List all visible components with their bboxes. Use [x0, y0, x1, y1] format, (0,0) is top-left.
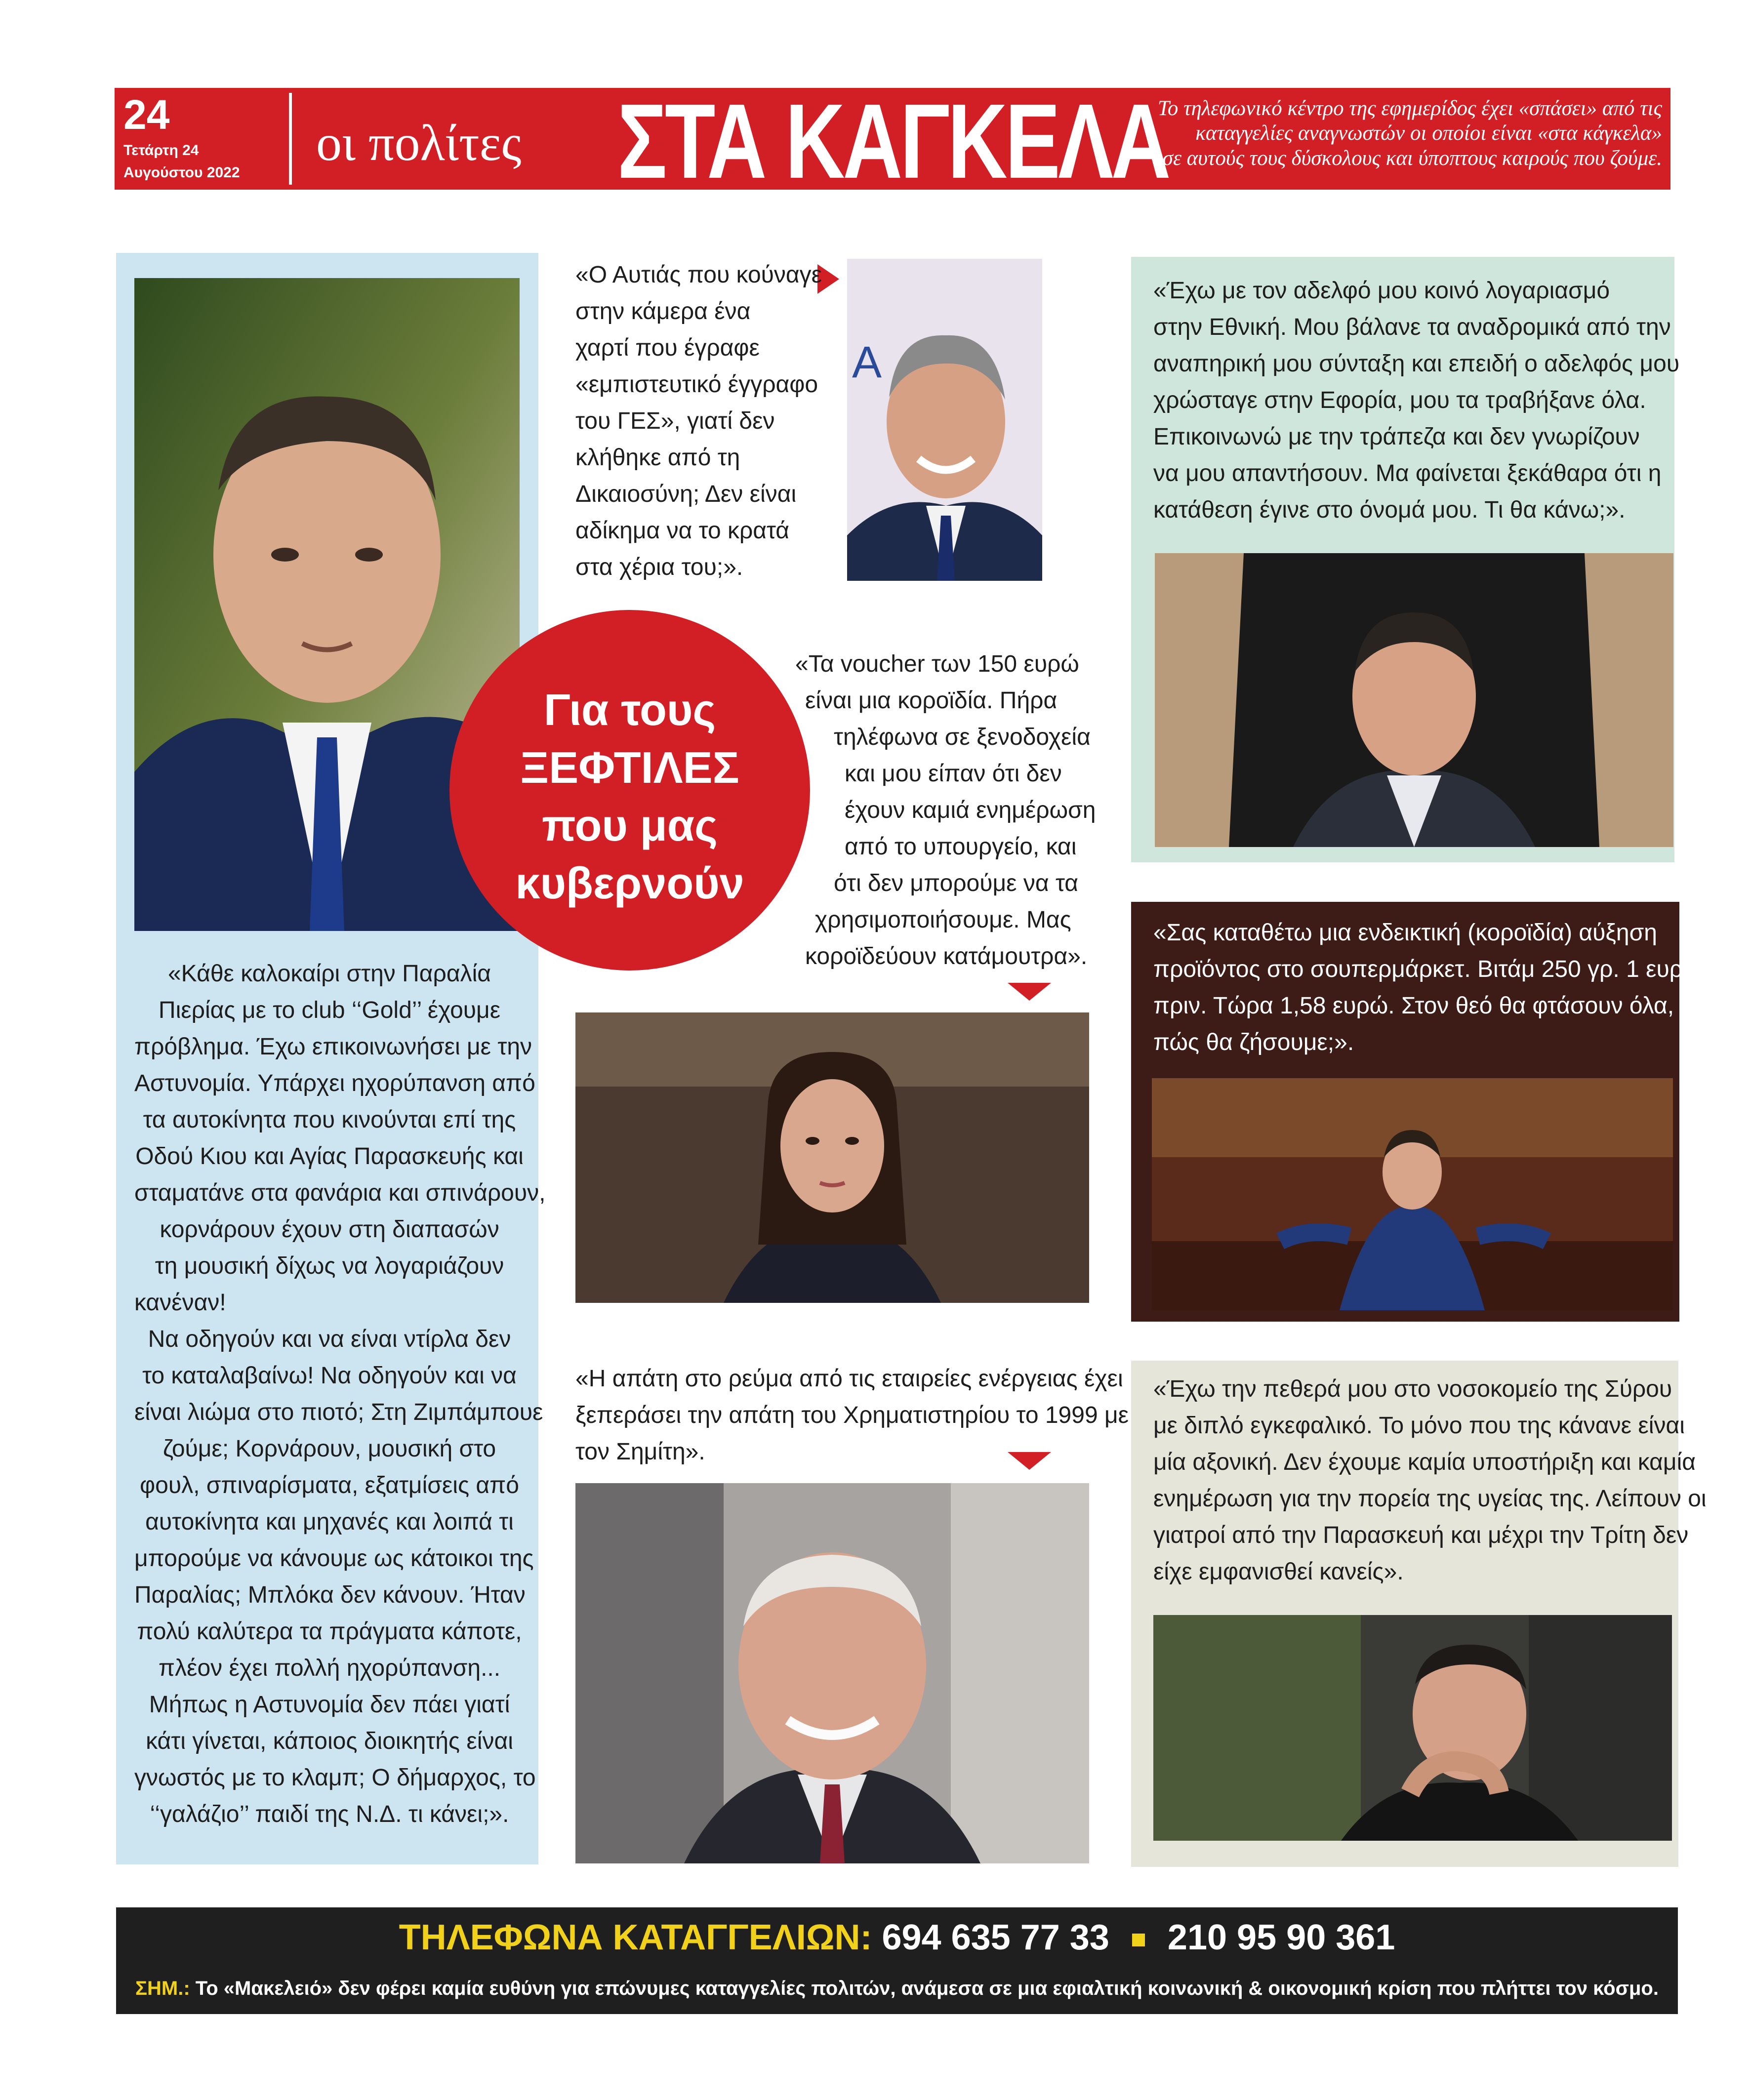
- phone-number-mobile: 694 635 77 33: [882, 1918, 1109, 1957]
- quote-line: Επικοινωνώ με την τράπεζα και δεν γνωρίζουν: [1153, 424, 1640, 450]
- section-intro-line: καταγγελίες αναγνωστών οι οποίοι είναι «στα κάγκελα»: [1195, 121, 1662, 145]
- headline-line: Για τους: [543, 686, 716, 735]
- politician-photo-right-top: [1155, 553, 1673, 847]
- quote-line: αδίκημα να το κρατά: [575, 518, 790, 544]
- quote-bank: [1153, 273, 1680, 528]
- quote-line: «Η απάτη στο ρεύμα από τις εταιρείες ενέργειας έχει: [575, 1366, 1123, 1392]
- quote-hospital: [1153, 1371, 1707, 1590]
- quote-line: τον Σημίτη».: [575, 1439, 705, 1465]
- quote-line: είναι λιώμα στο πιοτό; Στη Ζιμπάμπουε: [134, 1399, 543, 1425]
- quote-line: ζούμε; Κορνάρουν, μουσική στο: [163, 1436, 496, 1462]
- phone-separator: [1132, 1934, 1145, 1946]
- quote-line: έχουν καμιά ενημέρωση: [845, 797, 1096, 823]
- quote-line: στην κάμερα ένα: [575, 298, 751, 324]
- quote-line: σταματάνε στα φανάρια και σπινάρουν,: [134, 1180, 546, 1206]
- quote-line: πολύ καλύτερα τα πράγματα κάποτε,: [137, 1618, 522, 1645]
- quote-line: γνωστός με το κλαμπ; Ο δήμαρχος, το: [134, 1765, 536, 1791]
- quote-line: από το υπουργείο, και: [845, 834, 1077, 860]
- phone-number-landline: 210 95 90 361: [1167, 1918, 1395, 1957]
- header-divider: [289, 93, 292, 185]
- quote-line: ‘‘γαλάζιο’’ παιδί της Ν.Δ. τι κάνει;».: [150, 1801, 509, 1827]
- quote-line: πλέον έχει πολλή ηχορύπανση...: [158, 1655, 501, 1681]
- quote-line: Αστυνομία. Υπάρχει ηχορύπανση από: [134, 1070, 535, 1096]
- quote-line: χρησιμοποιήσουμε. Μας: [815, 907, 1071, 933]
- page-number: 24: [123, 91, 170, 138]
- quote-line: στα χέρια του;».: [575, 554, 743, 580]
- quote-line: κλήθηκε από τη: [575, 444, 740, 471]
- quote-line: αυτοκίνητα και μηχανές και λοιπά τι: [145, 1509, 514, 1535]
- headline-line: που μας: [542, 801, 718, 850]
- quote-line: πώς θα ζήσουμε;».: [1153, 1029, 1354, 1055]
- quote-line: κάτι γίνεται, κάποιος διοικητής είναι: [146, 1728, 513, 1754]
- headline-line: ΞΕΦΤΙΛΕΣ: [520, 743, 739, 793]
- quote-line: μπορούμε να κάνουμε ως κάτοικοι της: [134, 1545, 534, 1572]
- quote-line: προϊόντος στο σουπερμάρκετ. Βιτάμ 250 γρ. 1 ευρώ: [1153, 956, 1702, 982]
- quote-top-middle: [575, 257, 822, 586]
- quote-line: φουλ, σπιναρίσματα, εξατμίσεις από: [140, 1472, 519, 1498]
- quote-line: είναι μια κοροϊδία. Πήρα: [805, 687, 1058, 714]
- complaint-phones: [116, 1916, 1678, 1959]
- quote-line: Παραλίας; Μπλόκα δεν κάνουν. Ήταν: [134, 1582, 526, 1608]
- quote-line: το καταλαβαίνω! Να οδηγούν και να: [142, 1363, 517, 1389]
- quote-left: [134, 956, 546, 1833]
- quote-line: αναπηρική μου σύνταξη και επειδή ο αδελφός μου: [1153, 351, 1680, 377]
- quote-line: γιατροί από την Παρασκευή και μέχρι την Τρίτη δεν: [1153, 1522, 1689, 1548]
- quote-line: «Έχω με τον αδελφό μου κοινό λογαριασμό: [1153, 278, 1610, 304]
- politician-photo-bottom-middle: [575, 1483, 1089, 1863]
- quote-line: ξεπεράσει την απάτη του Χρηματιστηρίου το 1999 με: [575, 1402, 1129, 1428]
- politician-photo-middle: [575, 1012, 1089, 1303]
- quote-line: χρώσταγε στην Εφορία, μου τα τραβήξανε όλα.: [1153, 387, 1646, 413]
- note-label: ΣΗΜ.:: [135, 1978, 190, 1999]
- quote-line: Πιερίας με το club ‘‘Gold’’ έχουμε: [158, 997, 501, 1023]
- headline-circle-text: [449, 682, 810, 913]
- quote-line: χαρτί που έγραφε: [575, 335, 760, 361]
- quote-line: με διπλό εγκεφαλικό. Το μόνο που της κάνανε είναι: [1153, 1413, 1685, 1439]
- quote-voucher: [795, 646, 1097, 975]
- quote-line: κορνάρουν έχουν στη διαπασών: [160, 1216, 499, 1243]
- quote-line: τηλέφωνα σε ξενοδοχεία: [834, 724, 1091, 750]
- quote-line: «εμπιστευτικό έγγραφο: [575, 371, 818, 398]
- quote-line: Οδού Κιου και Αγίας Παρασκευής και: [135, 1143, 524, 1170]
- quote-line: «Έχω την πεθερά μου στο νοσοκομείο της Σύρου: [1153, 1376, 1672, 1402]
- quote-line: Μήπως η Αστυνομία δεν πάει γιατί: [149, 1692, 510, 1718]
- politician-photo-top-middle: [847, 259, 1042, 581]
- quote-line: κατάθεση έγινε στο όνομά μου. Τι θα κάνω;».: [1153, 497, 1626, 523]
- issue-date-month: Αυγούστου 2022: [123, 164, 240, 181]
- quote-line: Δικαιοσύνη; Δεν είναι: [575, 481, 797, 507]
- quote-energy: [575, 1361, 1129, 1470]
- quote-line: κοροϊδεύουν κατάμουτρα».: [805, 943, 1088, 969]
- quote-line: «Τα voucher των 150 ευρώ: [795, 651, 1079, 677]
- quote-line: τη μουσική δίχως να λογαριάζουν: [155, 1253, 504, 1279]
- section-intro-line: Το τηλεφωνικό κέντρο της εφημερίδος έχει «σπάσει» από τις: [1157, 97, 1662, 120]
- quote-line: «Σας καταθέτω μια ενδεικτική (κοροϊδία) αύξηση: [1153, 920, 1657, 946]
- quote-line: είχε εμφανισθεί κανείς».: [1153, 1559, 1404, 1585]
- section-title-prefix: οι πολίτες: [316, 115, 522, 171]
- disclaimer-note: [116, 1977, 1678, 2000]
- quote-line: ότι δεν μπορούμε να τα: [834, 870, 1078, 896]
- headline-line: κυβερνούν: [515, 859, 744, 908]
- section-title: ΣΤΑ ΚΑΓΚΕΛΑ: [617, 81, 1169, 201]
- quote-line: Να οδηγούν και να είναι ντίρλα δεν: [148, 1326, 511, 1352]
- quote-line: ενημέρωση για την πορεία της υγείας της. Λείπουν οι: [1153, 1486, 1707, 1512]
- quote-line: τα αυτοκίνητα που κινούνται επί της: [143, 1107, 516, 1133]
- quote-supermarket: [1153, 915, 1702, 1061]
- politician-photo-right-bottom: [1153, 1615, 1672, 1841]
- svg-text:A: A: [852, 338, 882, 387]
- quote-line: «Κάθε καλοκαίρι στην Παραλία: [167, 961, 491, 987]
- section-intro: [1077, 96, 1662, 171]
- quote-line: πρόβλημα. Έχω επικοινωνήσει με την: [134, 1034, 532, 1060]
- section-intro-line: σε αυτούς τους δύσκολους και ύποπτους καιρούς που ζούμε.: [1162, 146, 1662, 170]
- quote-line: κανέναν!: [134, 1290, 226, 1316]
- phones-label: ΤΗΛΕΦΩΝΑ ΚΑΤΑΓΓΕΛΙΩΝ:: [399, 1918, 872, 1957]
- quote-line: «Ο Αυτιάς που κούναγε: [575, 262, 822, 288]
- quote-line: και μου είπαν ότι δεν: [845, 761, 1062, 787]
- quote-line: πριν. Τώρα 1,58 ευρώ. Στον θεό θα φτάσουν όλα,: [1153, 993, 1674, 1019]
- note-text: Το «Μακελειό» δεν φέρει καμία ευθύνη για επώνυμες καταγγελίες πολιτών, ανάμεσα σε μια εφιαλτική κοινωνική & οικονομική κρίση που πλήττει τον κόσμο.: [190, 1978, 1659, 1999]
- quote-line: μία αξονική. Δεν έχουμε καμία υποστήριξη και καμία: [1153, 1449, 1696, 1475]
- quote-line: στην Εθνική. Μου βάλανε τα αναδρομικά από την: [1153, 314, 1671, 340]
- quote-marker-arrow: [1008, 983, 1051, 1001]
- politician-photo-right-middle: [1152, 1078, 1673, 1310]
- issue-date-weekday: Τετάρτη 24: [123, 142, 199, 159]
- quote-line: να μου απαντήσουν. Μα φαίνεται ξεκάθαρα ότι η: [1153, 460, 1662, 486]
- quote-line: του ΓΕΣ», γιατί δεν: [575, 408, 775, 434]
